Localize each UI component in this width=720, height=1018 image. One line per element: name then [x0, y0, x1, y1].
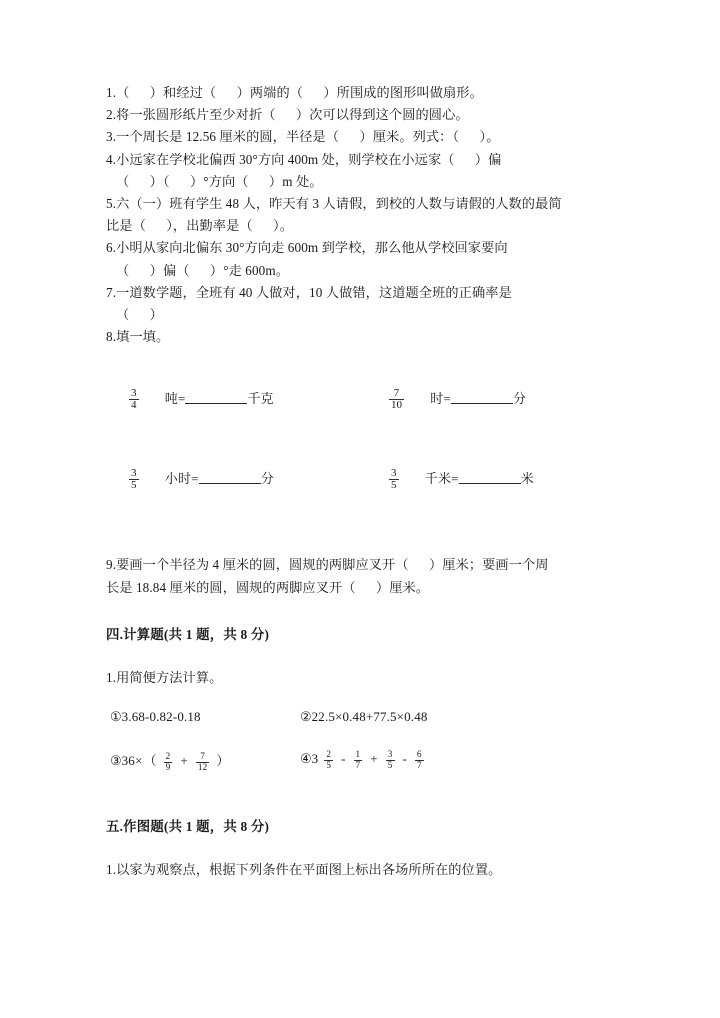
operator-plus: +	[370, 751, 378, 767]
problem-expression: 22.5×0.48+77.5×0.48	[311, 709, 428, 725]
fraction-3-5	[389, 468, 399, 491]
fraction-denominator: 10	[391, 399, 402, 412]
fraction-numerator: 2	[165, 750, 171, 761]
problem-expression: 3.68-0.82-0.18	[121, 709, 201, 725]
unit-label-from: 千米=	[424, 471, 459, 487]
answer-blank[interactable]	[451, 391, 513, 404]
fraction-7-12	[196, 752, 210, 772]
question-6: 6.小明从家向北偏东 30°方向走 600m 到学校，那么他从学校回家要向	[106, 240, 508, 256]
fraction-denominator: 5	[131, 479, 137, 492]
question-6-continued: （ ）偏（ ）°走 600m。	[116, 262, 289, 278]
question-7: 7.一道数学题，全班有 40 人做对，10 人做错，这道题全班的正确率是	[106, 284, 512, 300]
fraction-numerator: 3	[387, 749, 393, 760]
problem-marker: ①	[110, 709, 122, 725]
fraction-2-5	[324, 750, 333, 770]
spacer	[106, 599, 618, 625]
spacer	[106, 348, 618, 388]
fraction-numerator: 7	[389, 388, 404, 400]
fraction-3-5	[386, 750, 395, 770]
spacer	[106, 689, 618, 709]
operator-plus: +	[180, 753, 188, 769]
spacer	[106, 645, 618, 667]
unit-label-to: 千克	[247, 391, 274, 407]
unit-conversion-cell-1	[128, 388, 274, 412]
question-2: 2.将一张圆形纸片至少对折（ ）次可以得到这个圆的圆心。	[106, 107, 469, 123]
fraction-denominator: 9	[165, 761, 171, 772]
fill-in-question-list	[106, 82, 618, 348]
fraction-denominator: 5	[326, 759, 332, 770]
fraction-numerator: 2	[326, 749, 332, 760]
fraction-numerator: 3	[131, 467, 137, 480]
spacer	[106, 514, 618, 554]
fraction-numerator: 7	[196, 752, 210, 763]
unit-conversion-cell-2	[388, 388, 526, 412]
question-9-line-2: 长是 18.84 厘米的圆，圆规的两脚应叉开（ ）厘米。	[106, 579, 430, 595]
unit-label-to: 分	[512, 391, 526, 407]
fraction-3-5	[129, 468, 139, 491]
operator-minus-1: -	[341, 751, 346, 767]
operator-minus-2: -	[402, 751, 408, 767]
fraction-denominator: 7	[417, 759, 422, 770]
unit-label-to: 米	[520, 471, 534, 487]
spacer	[106, 736, 618, 750]
unit-label-to: 分	[260, 471, 274, 487]
fraction-denominator: 12	[197, 761, 208, 772]
fraction-6-7	[415, 750, 424, 770]
section-four-heading: 四.计算题(共 1 题，共 8 分)	[106, 626, 270, 642]
section-five-question-1: 1.以家为观察点，根据下列条件在平面图上标出各场所所在的位置。	[106, 862, 502, 878]
unit-conversion-row-1	[106, 388, 618, 434]
problem-marker: ④	[300, 751, 312, 767]
question-8: 8.填一填。	[106, 329, 170, 345]
problem-lead: 36×	[121, 753, 143, 769]
problem-marker: ②	[300, 709, 312, 725]
unit-label-from: 吨=	[164, 391, 186, 407]
question-5: 5.六（一）班有学生 48 人，昨天有 3 人请假，到校的人数与请假的人数的最简	[106, 196, 562, 212]
calculation-problem-4	[300, 750, 426, 770]
question-4: 4.小远家在学校北偏西 30°方向 400m 处，则学校在小远家（ ）偏	[106, 151, 502, 167]
unit-conversion-cell-3	[128, 468, 274, 492]
question-3: 3.一个周长是 12.56 厘米的圆，半径是（ ）厘米。列式：（ ）。	[106, 129, 500, 145]
fraction-numerator: 3	[131, 387, 137, 400]
calculation-row-1	[106, 709, 618, 736]
section-four-instruction: 1.用简便方法计算。	[106, 669, 223, 685]
calculation-problem-1	[110, 709, 201, 725]
calculation-problem-3	[110, 750, 231, 772]
unit-label-from: 时=	[430, 391, 451, 407]
fraction-2-9	[164, 752, 173, 772]
calculation-problem-2	[300, 709, 428, 725]
question-7-continued: （ ）	[116, 307, 163, 323]
question-1: 1.（ ）和经过（ ）两端的（ ）所围成的图形叫做扇形。	[106, 85, 483, 100]
question-9-block	[106, 554, 618, 598]
fraction-numerator: 3	[391, 467, 397, 480]
fraction-7-10	[389, 388, 404, 411]
fraction-numerator: 1	[355, 749, 361, 760]
fraction-numerator: 6	[417, 749, 422, 760]
unit-conversion-cell-4	[388, 468, 534, 492]
fraction-1-7	[354, 750, 363, 770]
calculation-row-2	[106, 750, 618, 777]
mixed-number-whole: 3	[311, 751, 319, 767]
section-five-heading: 五.作图题(共 1 题，共 8 分)	[106, 819, 270, 835]
open-paren: （	[143, 753, 157, 769]
page-content	[106, 82, 618, 881]
unit-label-from: 小时=	[164, 471, 199, 487]
spacer	[106, 837, 618, 859]
fraction-3-4	[129, 388, 139, 411]
unit-conversion-grid	[106, 388, 618, 514]
answer-blank[interactable]	[459, 471, 521, 484]
problem-marker: ③	[110, 753, 122, 769]
answer-blank[interactable]	[199, 471, 261, 484]
spacer	[106, 434, 618, 468]
unit-conversion-row-2	[106, 468, 618, 514]
fraction-denominator: 5	[387, 759, 393, 770]
close-paren: ）	[216, 753, 230, 769]
fraction-denominator: 7	[355, 759, 361, 770]
answer-blank[interactable]	[185, 391, 247, 404]
fraction-denominator: 5	[391, 479, 397, 492]
question-4-continued: （ ）（ ）°方向（ ）m 处。	[116, 173, 323, 189]
spacer	[106, 777, 618, 817]
question-9-line-1: 9.要画一个半径为 4 厘米的圆，圆规的两脚应叉开（ ）厘米；要画一个周	[106, 557, 549, 573]
fraction-denominator: 4	[131, 399, 137, 412]
question-5-continued: 比是（ ），出勤率是（ ）。	[106, 218, 294, 234]
